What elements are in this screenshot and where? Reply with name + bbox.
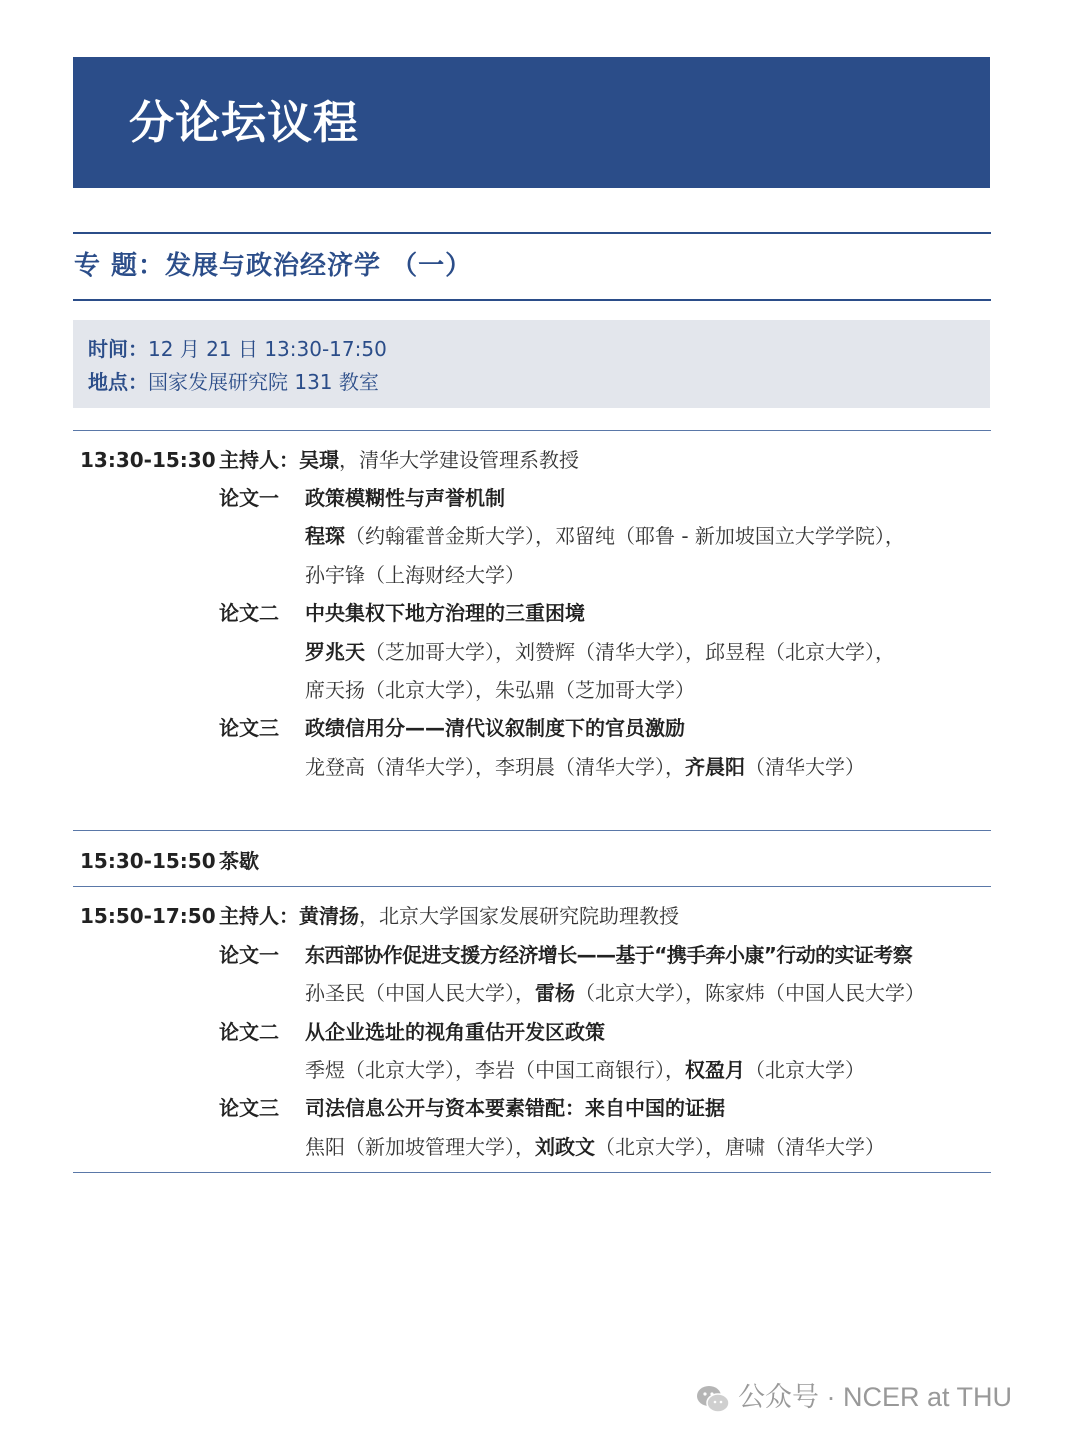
paper-label: 论文三 (219, 716, 279, 740)
place-info (88, 367, 379, 397)
divider (73, 299, 991, 301)
paper-title: 政策模糊性与声誉机制 (305, 486, 505, 510)
host-label: 主持人： (219, 448, 299, 472)
paper-authors (305, 1056, 865, 1084)
paper-label: 论文一 (219, 943, 279, 967)
host-name: 吴璟 (299, 448, 339, 472)
header-banner (73, 57, 990, 188)
break-time: 15:30-15:50 (80, 849, 216, 873)
paper-authors (305, 522, 905, 550)
paper-label: 论文二 (219, 601, 279, 625)
paper-authors (305, 753, 865, 781)
presenter-name: 罗兆天 (305, 640, 365, 664)
author-list: 季煜（北京大学），李岩（中国工商银行）， (305, 1058, 685, 1082)
host-name: 黄清扬 (299, 904, 359, 928)
paper-authors (305, 638, 895, 666)
author-list: （北京大学），唐啸（清华大学） (595, 1135, 885, 1159)
place-value: 国家发展研究院 131 教室 (148, 370, 379, 394)
paper-title: 政绩信用分——清代议叙制度下的官员激励 (305, 716, 685, 740)
time-info (88, 334, 387, 364)
author-list: 龙登高（清华大学），李玥晨（清华大学）， (305, 755, 685, 779)
presenter-name: 齐晨阳 (685, 755, 745, 779)
divider (73, 1172, 991, 1173)
author-list: （北京大学），陈家炜（中国人民大学） (575, 981, 925, 1005)
divider (73, 886, 991, 887)
watermark-text: 公众号 · NCER at THU (738, 1382, 1013, 1412)
session1-time: 13:30-15:30 (80, 448, 216, 472)
paper-label: 论文三 (219, 1096, 279, 1120)
page-title: 分论坛议程 (129, 96, 360, 149)
paper-authors (305, 1133, 885, 1161)
paper-title: 从企业选址的视角重估开发区政策 (305, 1020, 605, 1044)
info-box (73, 320, 990, 408)
host-desc: ，清华大学建设管理系教授 (339, 448, 579, 472)
divider (73, 430, 991, 431)
paper-title: 中央集权下地方治理的三重困境 (305, 601, 585, 625)
break-label: 茶歇 (219, 849, 259, 873)
presenter-name: 程琛 (305, 524, 345, 548)
author-list: （清华大学） (745, 755, 865, 779)
divider (73, 232, 991, 234)
paper-authors (305, 979, 925, 1007)
paper-label: 论文一 (219, 486, 279, 510)
watermark (696, 1377, 1012, 1417)
session2-host (219, 902, 679, 930)
wechat-icon (696, 1384, 730, 1414)
time-value: 12 月 21 日 13:30-17:50 (148, 337, 387, 361)
author-list: （芝加哥大学），刘赞辉（清华大学），邱昱程（北京大学）， (365, 640, 895, 664)
place-label: 地点： (88, 370, 148, 394)
presenter-name: 权盈月 (685, 1058, 745, 1082)
paper-label: 论文二 (219, 1020, 279, 1044)
paper-title: 司法信息公开与资本要素错配：来自中国的证据 (305, 1096, 725, 1120)
author-list: （约翰霍普金斯大学），邓留纯（耶鲁 - 新加坡国立大学学院）， (345, 524, 905, 548)
author-list: 焦阳（新加坡管理大学）， (305, 1135, 535, 1159)
topic-title: 专 题：发展与政治经济学 （一） (74, 251, 473, 281)
paper-title: 东西部协作促进支援方经济增长——基于“携手奔小康”行动的实证考察 (305, 943, 913, 967)
session1-host (219, 446, 579, 474)
presenter-name: 刘政文 (535, 1135, 595, 1159)
presenter-name: 雷杨 (535, 981, 575, 1005)
host-desc: ，北京大学国家发展研究院助理教授 (359, 904, 679, 928)
host-label: 主持人： (219, 904, 299, 928)
paper-authors: 孙宇锋（上海财经大学） (305, 563, 525, 587)
author-list: 孙圣民（中国人民大学）， (305, 981, 535, 1005)
session2-time: 15:50-17:50 (80, 904, 216, 928)
author-list: （北京大学） (745, 1058, 865, 1082)
paper-authors: 席天扬（北京大学），朱弘鼎（芝加哥大学） (305, 678, 695, 702)
divider (73, 830, 991, 831)
time-label: 时间： (88, 337, 148, 361)
